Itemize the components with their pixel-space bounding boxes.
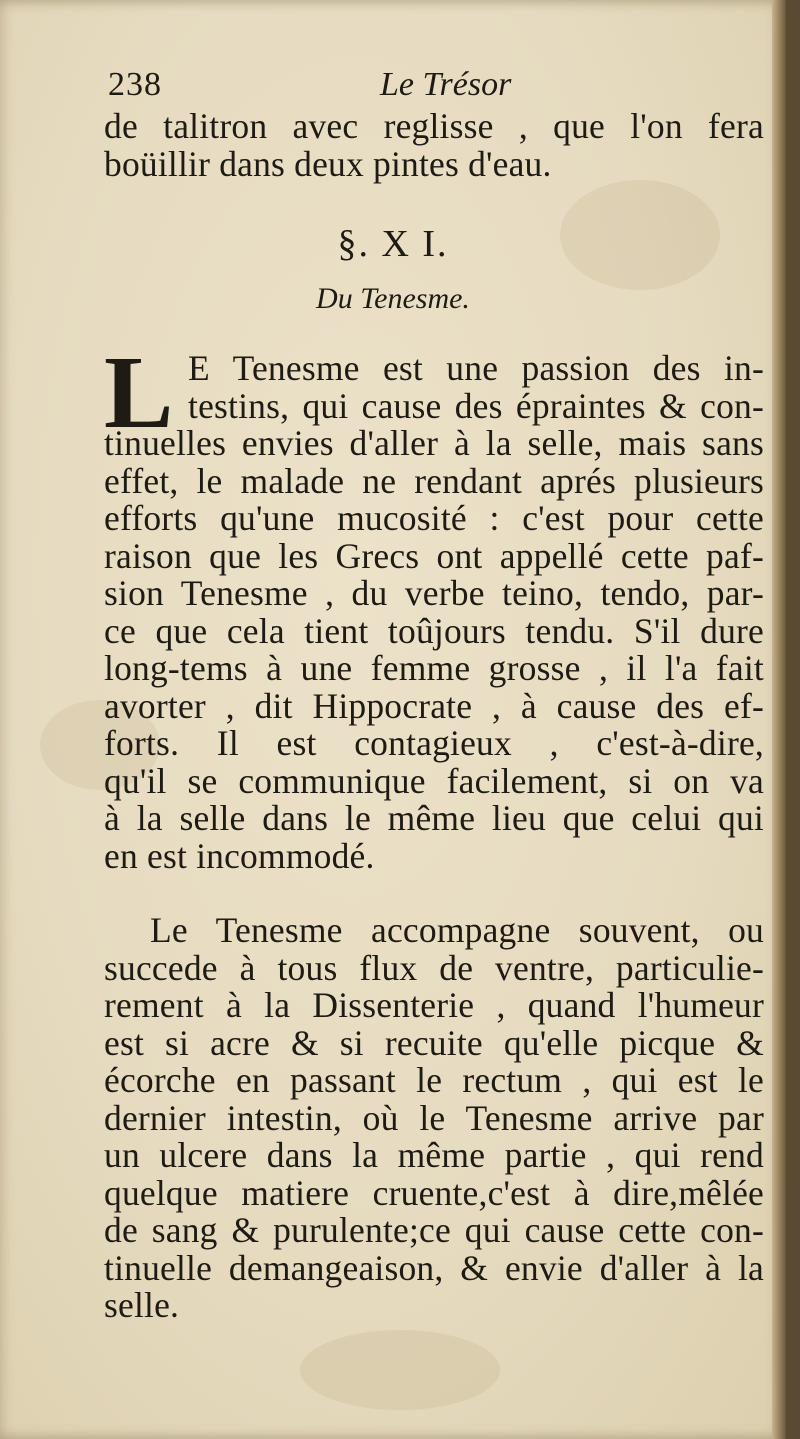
text-line: E Tenesme est une passion des in- <box>188 348 764 388</box>
paper-stain <box>300 1330 500 1410</box>
text-line: forts. Il est contagieux , c'est-à-dire, <box>104 723 764 763</box>
page-number: 238 <box>108 66 162 103</box>
text-line: dernier intestin, où le Tenesme arrive par <box>104 1097 764 1138</box>
text-line: Le Tenesme accompagne souvent, ou <box>150 910 764 950</box>
text-line: de sang & purulente;ce qui cause cette con- <box>104 1210 764 1250</box>
text-line: effet, le malade ne rendant aprés plusieurs <box>104 460 764 501</box>
text-line: sion Tenesme , du verbe teino, tendo, par- <box>104 573 764 613</box>
text-line: en est incommodé. <box>104 835 375 876</box>
text-line: avorter , dit Hippocrate , à cause des ef- <box>104 685 764 726</box>
text-line: tinuelle demangeaison, & envie d'aller à la <box>104 1247 764 1288</box>
text-line: quelque matiere cruente,c'est à dire,mêlée <box>104 1172 764 1213</box>
text-line: selle. <box>104 1285 180 1325</box>
text-line: de talitron avec reglisse , que l'on fera <box>104 106 764 146</box>
text-line: testins, qui cause des épraintes & con- <box>188 385 764 426</box>
text-line: à la selle dans le même lieu que celui qui <box>104 798 764 838</box>
paragraph-tenesme-definition <box>104 335 764 876</box>
text-line: efforts qu'une mucosité : c'est pour cette <box>104 498 764 538</box>
text-line: rement à la Dissenterie , quand l'humeur <box>104 985 764 1025</box>
text-line: raison que les Grecs ont appellé cette paf- <box>104 535 764 576</box>
section-heading: §. X I. <box>337 223 449 265</box>
carryover-text <box>104 108 764 183</box>
page-edge <box>772 0 786 1439</box>
text-line: un ulcere dans la même partie , qui rend <box>104 1135 764 1175</box>
paragraph-tenesme-causes <box>104 912 764 1325</box>
running-head <box>108 62 538 106</box>
text-line: long-tems à une femme grosse , il l'a fait <box>104 648 764 688</box>
text-line: ce que cela tient toûjours tendu. S'il dure <box>104 610 764 651</box>
text-line: écorche en passant le rectum , qui est le <box>104 1060 764 1100</box>
text-line: qu'il se communique facilement, si on va <box>104 760 764 801</box>
text-line: succede à tous flux de ventre, particulie- <box>104 947 764 988</box>
text-line: est si acre & si recuite qu'elle picque & <box>104 1022 764 1063</box>
drop-cap: L <box>104 335 174 450</box>
section-subtitle: Du Tenesme. <box>316 282 470 315</box>
text-line: tinuelles envies d'aller à la selle, mais sans <box>104 423 764 463</box>
running-title: Le Trésor <box>380 66 512 103</box>
text-line: boüillir dans deux pintes d'eau. <box>104 143 552 184</box>
